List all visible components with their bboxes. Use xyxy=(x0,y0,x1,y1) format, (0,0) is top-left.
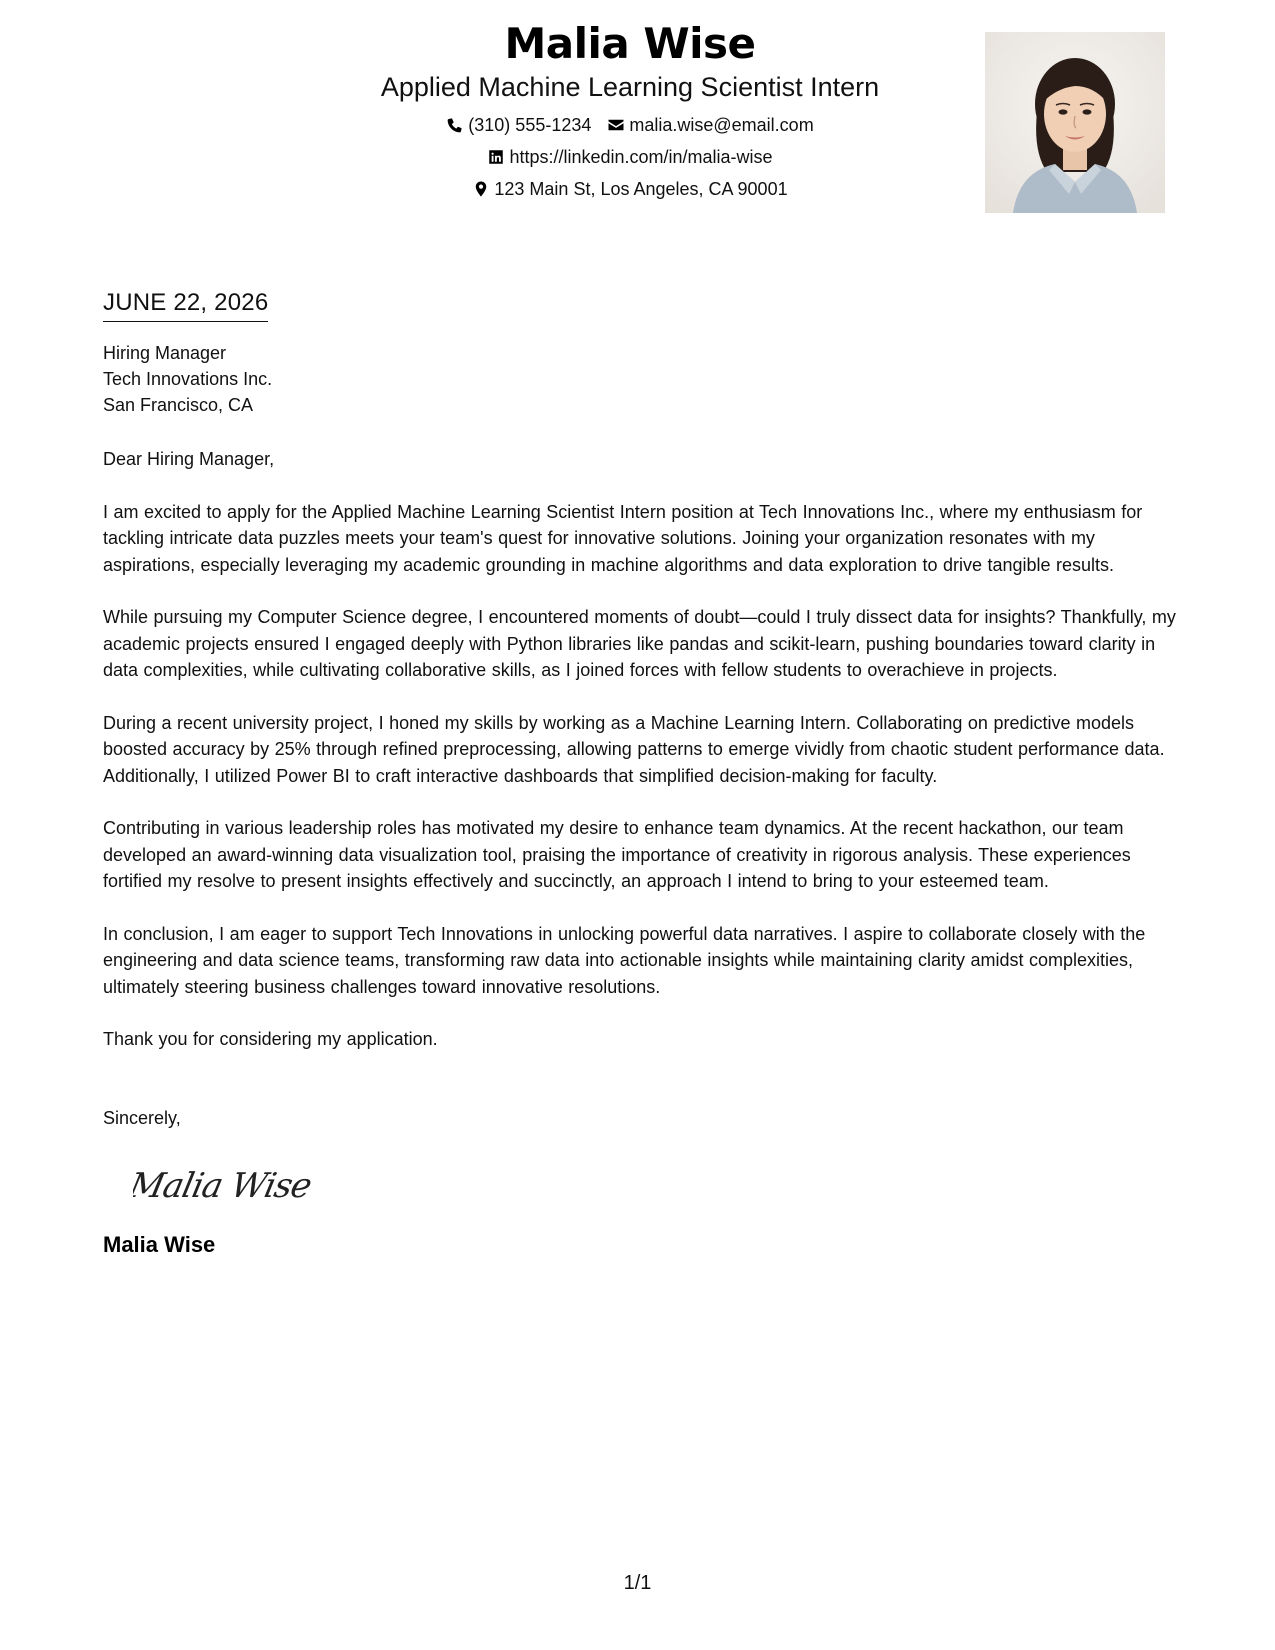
salutation: Dear Hiring Manager, xyxy=(103,449,275,469)
phone-icon xyxy=(446,116,464,134)
map-pin-icon xyxy=(472,180,490,198)
email-address[interactable]: malia.wise@email.com xyxy=(629,115,814,135)
phone-contact xyxy=(446,114,591,136)
signature-drawing xyxy=(133,1161,353,1211)
signed-name: Malia Wise xyxy=(103,1232,216,1257)
page-number: 1/1 xyxy=(623,1572,652,1594)
linkedin-url[interactable]: https://linkedin.com/in/malia-wise xyxy=(509,147,773,167)
street-address: 123 Main St, Los Angeles, CA 90001 xyxy=(494,179,788,199)
applicant-title: Applied Machine Learning Scientist Intern xyxy=(380,72,880,102)
body-paragraph: Contributing in various leadership roles has motivated my desire to enhance team dynamics. At the recent hackathon, our team developed an award-winning data visualization tool, praising the importance of creativity in rigorous analysis. These experiences fortified my resolve to present insights effectively and succinctly, an approach I intend to bring to your esteemed team. xyxy=(103,818,1131,891)
svg-text:Malia Wise: Malia Wise xyxy=(133,1166,315,1206)
applicant-name: Malia Wise xyxy=(504,19,756,68)
body-paragraph: While pursuing my Computer Science degree, I encountered moments of doubt—could I truly dissect data for insights? Thankfully, my academic projects ensured I engaged deeply with Python libraries like pandas and scikit-learn, pushing boundaries toward clarity in data complexities, while cultivating collaborative skills, as I joined forces with fellow students to overachieve in projects. xyxy=(103,607,1176,680)
recipient-line: Hiring Manager xyxy=(103,343,227,363)
recipient-block xyxy=(103,340,1183,418)
letter-date: JUNE 22, 2026 xyxy=(103,288,268,322)
recipient-line: San Francisco, CA xyxy=(103,395,254,415)
recipient-line: Tech Innovations Inc. xyxy=(103,369,273,389)
profile-photo-illustration xyxy=(985,32,1165,213)
handwritten-signature xyxy=(133,1161,1183,1211)
body-paragraph: During a recent university project, I honed my skills by working as a Machine Learning Intern. Collaborating on predictive models boosted accuracy by 25% through refined preprocessing, allowing patterns to emerge vividly from chaotic student performance data. Additionally, I utilized Power BI to craft interactive dashboards that simplified decision-making for faculty. xyxy=(103,712,1165,786)
phone-number: (310) 555-1234 xyxy=(468,115,592,135)
linkedin-icon xyxy=(487,148,505,166)
body-paragraph: In conclusion, I am eager to support Tech Innovations in unlocking powerful data narratives. I aspire to collaborate closely with the engineering and data science teams, transforming raw data into actionable insights while maintaining clarity amidst complexities, ultimately steering business challenges toward innovative resolutions. xyxy=(103,923,1146,997)
letter-body xyxy=(103,288,1183,1259)
email-contact[interactable] xyxy=(607,114,813,136)
profile-photo xyxy=(985,32,1165,213)
linkedin-contact[interactable] xyxy=(487,146,772,168)
envelope-icon xyxy=(607,116,625,134)
closing: Sincerely, xyxy=(103,1107,181,1128)
thank-you-line: Thank you for considering my application. xyxy=(103,1029,438,1049)
address-contact xyxy=(472,178,787,200)
body-paragraph: I am excited to apply for the Applied Machine Learning Scientist Intern position at Tech Innovations Inc., where my enthusiasm for tackling intricate data puzzles meets your team's quest for innovative solutions. Joining your organization resonates with my aspirations, especially leveraging my academic grounding in machine algorithms and data exploration to drive tangible results. xyxy=(103,501,1143,575)
